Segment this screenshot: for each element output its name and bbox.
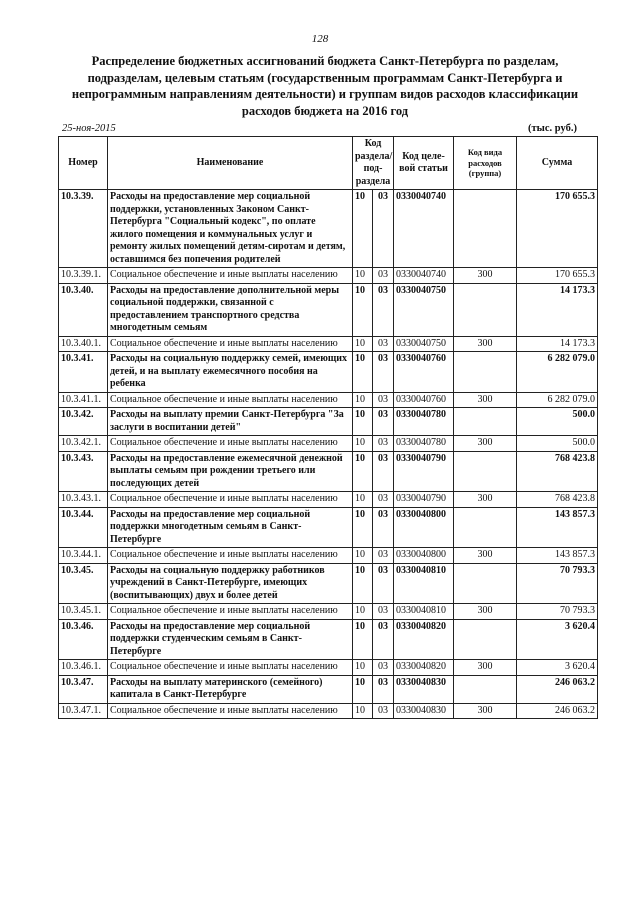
- table-row: [59, 392, 598, 408]
- row-target-code: 0330040790: [394, 492, 454, 508]
- row-target-code: 0330040810: [394, 604, 454, 620]
- page-number: 128: [311, 33, 329, 45]
- row-group-code: [454, 352, 517, 393]
- table-body: [59, 190, 598, 719]
- row-group-code: [454, 507, 517, 548]
- table-row: [59, 703, 598, 719]
- row-subsection-code: 03: [373, 336, 394, 352]
- row-number: 10.3.41.1.: [59, 392, 108, 408]
- document-date: 25-ноя-2015: [62, 123, 116, 134]
- row-section-code: 10: [353, 507, 373, 548]
- table-row: [59, 190, 598, 268]
- row-section-code: 10: [353, 408, 373, 436]
- table-row: [59, 492, 598, 508]
- row-number: 10.3.41.: [59, 352, 108, 393]
- table-row: [59, 548, 598, 564]
- row-sum: 768 423.8: [517, 451, 598, 492]
- row-sum: 3 620.4: [517, 619, 598, 660]
- table-row: [59, 436, 598, 452]
- row-name: Расходы на социальную поддержку работников учреждений в Санкт-Петербурге, имеющих (воспитывающих) двух и более детей: [108, 563, 353, 604]
- row-name: Социальное обеспечение и иные выплаты населению: [108, 492, 353, 508]
- row-section-code: 10: [353, 336, 373, 352]
- units-label: (тыс. руб.): [528, 123, 577, 134]
- row-group-code: 300: [454, 660, 517, 676]
- row-subsection-code: 03: [373, 703, 394, 719]
- table-row: [59, 563, 598, 604]
- row-group-code: 300: [454, 548, 517, 564]
- row-sum: 3 620.4: [517, 660, 598, 676]
- row-subsection-code: 03: [373, 268, 394, 284]
- table-row: [59, 604, 598, 620]
- header-section: Код раздела/ под-раздела: [353, 137, 394, 190]
- row-number: 10.3.43.: [59, 451, 108, 492]
- row-subsection-code: 03: [373, 352, 394, 393]
- table-row: [59, 660, 598, 676]
- row-subsection-code: 03: [373, 507, 394, 548]
- row-sum: 14 173.3: [517, 336, 598, 352]
- document-title: Распределение бюджетных ассигнований бюджета Санкт-Петербурга по разделам, подразделам, целевым статьям (государственным программам Санкт-Петербурга и непрограммным направлениям деятельности) и группам видов расходов классификации расходов бюджета на 2016 год: [71, 54, 579, 118]
- row-sum: 6 282 079.0: [517, 352, 598, 393]
- row-section-code: 10: [353, 352, 373, 393]
- table-row: [59, 451, 598, 492]
- row-number: 10.3.42.: [59, 408, 108, 436]
- row-subsection-code: 03: [373, 451, 394, 492]
- table-row: [59, 336, 598, 352]
- row-name: Расходы на предоставление дополнительной меры социальной поддержки, связанной с предоставлением транспортного средства многодетным семьям: [108, 283, 353, 336]
- row-name: Социальное обеспечение и иные выплаты населению: [108, 392, 353, 408]
- row-number: 10.3.46.1.: [59, 660, 108, 676]
- row-target-code: 0330040740: [394, 190, 454, 268]
- row-subsection-code: 03: [373, 675, 394, 703]
- row-subsection-code: 03: [373, 190, 394, 268]
- row-target-code: 0330040760: [394, 392, 454, 408]
- row-target-code: 0330040750: [394, 336, 454, 352]
- row-sum: 6 282 079.0: [517, 392, 598, 408]
- row-subsection-code: 03: [373, 408, 394, 436]
- row-group-code: 300: [454, 436, 517, 452]
- row-name: Расходы на предоставление мер социальной поддержки, установленных Законом Санкт-Петербурга "Социальный кодекс", по оплате жилого помещения и коммунальных услуг и ремонту жилых помещений детям-сиротам и детям, оставшимся без попечения родителей: [108, 190, 353, 268]
- row-name: Социальное обеспечение и иные выплаты населению: [108, 703, 353, 719]
- row-number: 10.3.43.1.: [59, 492, 108, 508]
- row-section-code: 10: [353, 283, 373, 336]
- row-subsection-code: 03: [373, 619, 394, 660]
- table-row: [59, 352, 598, 393]
- header-group: Код вида расходов (группа): [454, 137, 517, 190]
- row-subsection-code: 03: [373, 436, 394, 452]
- row-group-code: [454, 563, 517, 604]
- budget-table: [58, 136, 598, 719]
- row-name: Социальное обеспечение и иные выплаты населению: [108, 336, 353, 352]
- row-target-code: 0330040760: [394, 352, 454, 393]
- table-row: [59, 408, 598, 436]
- row-sum: 500.0: [517, 408, 598, 436]
- row-target-code: 0330040790: [394, 451, 454, 492]
- row-target-code: 0330040750: [394, 283, 454, 336]
- row-name: Социальное обеспечение и иные выплаты населению: [108, 436, 353, 452]
- row-section-code: 10: [353, 619, 373, 660]
- row-number: 10.3.45.: [59, 563, 108, 604]
- row-group-code: 300: [454, 268, 517, 284]
- row-section-code: 10: [353, 190, 373, 268]
- row-subsection-code: 03: [373, 492, 394, 508]
- row-target-code: 0330040810: [394, 563, 454, 604]
- row-target-code: 0330040740: [394, 268, 454, 284]
- row-number: 10.3.44.: [59, 507, 108, 548]
- row-name: Социальное обеспечение и иные выплаты населению: [108, 268, 353, 284]
- row-target-code: 0330040780: [394, 436, 454, 452]
- row-sum: 143 857.3: [517, 507, 598, 548]
- row-name: Расходы на предоставление ежемесячной денежной выплаты семьям при рождении третьего или последующих детей: [108, 451, 353, 492]
- header-name: Наименование: [108, 137, 353, 190]
- row-sum: 246 063.2: [517, 675, 598, 703]
- row-subsection-code: 03: [373, 563, 394, 604]
- row-group-code: [454, 451, 517, 492]
- row-target-code: 0330040820: [394, 660, 454, 676]
- row-sum: 246 063.2: [517, 703, 598, 719]
- row-subsection-code: 03: [373, 283, 394, 336]
- table-row: [59, 675, 598, 703]
- row-group-code: [454, 408, 517, 436]
- row-sum: 170 655.3: [517, 190, 598, 268]
- row-sum: 500.0: [517, 436, 598, 452]
- row-target-code: 0330040820: [394, 619, 454, 660]
- row-number: 10.3.47.1.: [59, 703, 108, 719]
- row-group-code: [454, 619, 517, 660]
- row-group-code: 300: [454, 392, 517, 408]
- row-subsection-code: 03: [373, 660, 394, 676]
- row-section-code: 10: [353, 675, 373, 703]
- row-target-code: 0330040800: [394, 548, 454, 564]
- row-section-code: 10: [353, 604, 373, 620]
- row-group-code: 300: [454, 604, 517, 620]
- row-number: 10.3.44.1.: [59, 548, 108, 564]
- table-row: [59, 268, 598, 284]
- header-number: Номер: [59, 137, 108, 190]
- row-sum: 14 173.3: [517, 283, 598, 336]
- row-target-code: 0330040800: [394, 507, 454, 548]
- row-number: 10.3.40.1.: [59, 336, 108, 352]
- row-subsection-code: 03: [373, 392, 394, 408]
- table-header-row: [59, 137, 598, 190]
- row-target-code: 0330040830: [394, 675, 454, 703]
- row-number: 10.3.45.1.: [59, 604, 108, 620]
- row-number: 10.3.47.: [59, 675, 108, 703]
- row-sum: 70 793.3: [517, 563, 598, 604]
- row-name: Расходы на выплату материнского (семейного) капитала в Санкт-Петербурге: [108, 675, 353, 703]
- row-name: Социальное обеспечение и иные выплаты населению: [108, 548, 353, 564]
- row-name: Социальное обеспечение и иные выплаты населению: [108, 604, 353, 620]
- row-section-code: 10: [353, 660, 373, 676]
- row-name: Расходы на предоставление мер социальной поддержки студенческим семьям в Санкт-Петербурге: [108, 619, 353, 660]
- table-row: [59, 283, 598, 336]
- row-group-code: 300: [454, 492, 517, 508]
- table-row: [59, 619, 598, 660]
- row-section-code: 10: [353, 451, 373, 492]
- row-sum: 170 655.3: [517, 268, 598, 284]
- row-name: Расходы на социальную поддержку семей, имеющих детей, и на выплату ежемесячного пособия на ребенка: [108, 352, 353, 393]
- row-target-code: 0330040780: [394, 408, 454, 436]
- row-name: Расходы на предоставление мер социальной поддержки многодетным семьям в Санкт-Петербурге: [108, 507, 353, 548]
- row-sum: 768 423.8: [517, 492, 598, 508]
- row-section-code: 10: [353, 268, 373, 284]
- header-target: Код целе-вой статьи: [394, 137, 454, 190]
- row-number: 10.3.39.: [59, 190, 108, 268]
- row-number: 10.3.40.: [59, 283, 108, 336]
- row-section-code: 10: [353, 563, 373, 604]
- row-section-code: 10: [353, 436, 373, 452]
- row-sum: 70 793.3: [517, 604, 598, 620]
- row-number: 10.3.46.: [59, 619, 108, 660]
- row-group-code: [454, 675, 517, 703]
- row-group-code: 300: [454, 703, 517, 719]
- row-group-code: [454, 190, 517, 268]
- row-sum: 143 857.3: [517, 548, 598, 564]
- row-section-code: 10: [353, 703, 373, 719]
- row-subsection-code: 03: [373, 548, 394, 564]
- row-section-code: 10: [353, 392, 373, 408]
- table-row: [59, 507, 598, 548]
- row-number: 10.3.39.1.: [59, 268, 108, 284]
- row-name: Расходы на выплату премии Санкт-Петербурга "За заслуги в воспитании детей": [108, 408, 353, 436]
- row-subsection-code: 03: [373, 604, 394, 620]
- row-name: Социальное обеспечение и иные выплаты населению: [108, 660, 353, 676]
- row-group-code: [454, 283, 517, 336]
- row-group-code: 300: [454, 336, 517, 352]
- header-sum: Сумма: [517, 137, 598, 190]
- row-number: 10.3.42.1.: [59, 436, 108, 452]
- row-target-code: 0330040830: [394, 703, 454, 719]
- row-section-code: 10: [353, 548, 373, 564]
- row-section-code: 10: [353, 492, 373, 508]
